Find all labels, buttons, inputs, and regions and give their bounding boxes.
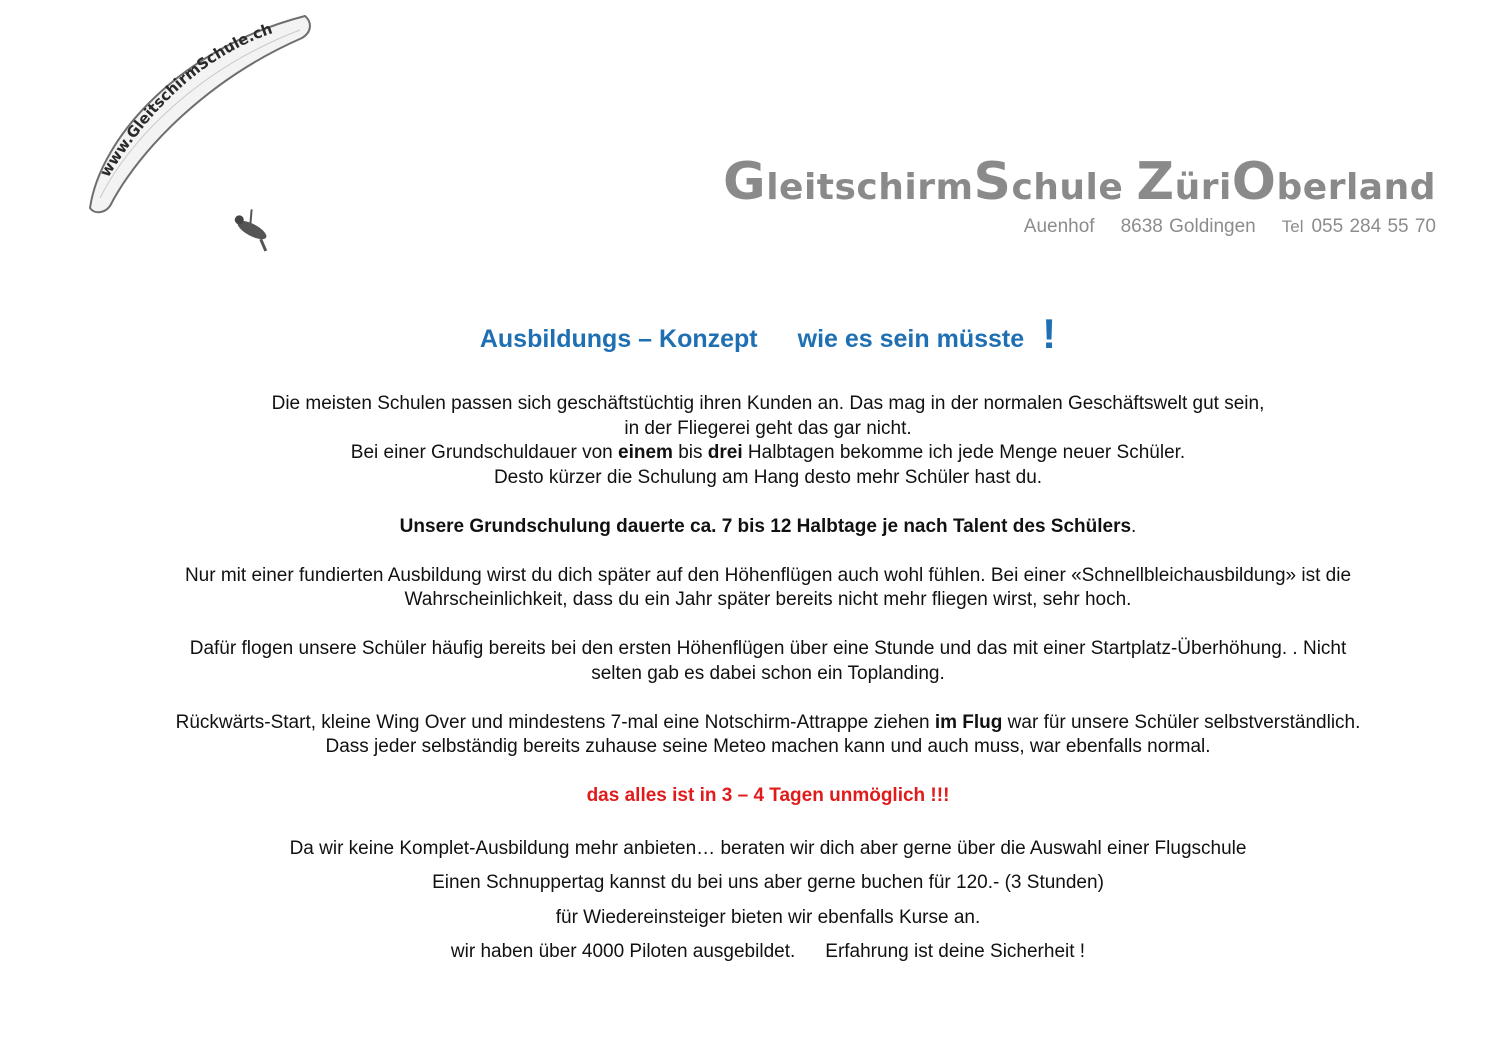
canopy-lettering: www.GleitschirmSchule.ch [96, 19, 275, 181]
school-name-part: Gleitschirm [723, 152, 974, 212]
warning-text: das alles ist in 3 – 4 Tagen unmöglich !!! [586, 785, 950, 806]
tel-label: Tel [1281, 217, 1304, 236]
paragraph-line: Die meisten Schulen passen sich geschäftstüchtig ihren Kunden an. Das mag in der normalen Geschäftswelt gut sein, [271, 393, 1265, 414]
school-name-part: Züri [1136, 152, 1232, 212]
pilot-figure [228, 204, 280, 250]
offer-section [68, 837, 1468, 965]
paraglider-logo-image [80, 8, 320, 258]
paragraph-line: Bei einer Grundschuldauer von einem bis drei Halbtagen bekomme ich jede Menge neuer Schüler. [350, 442, 1186, 463]
page-title [0, 310, 1500, 358]
offer-line: Einen Schnuppertag kannst du bei uns aber gerne buchen für 120.- (3 Stunden) [432, 872, 1104, 893]
duration-statement: Unsere Grundschulung dauerte ca. 7 bis 12 Halbtage je nach Talent des Schülers. [399, 515, 1137, 537]
paragraph-line: selten gab es dabei schon ein Toplanding. [591, 662, 945, 684]
address-postal: 8638 Goldingen [1120, 216, 1256, 237]
brand-header [723, 152, 1436, 238]
paragraph-line: in der Fliegerei geht das gar nicht. [624, 417, 912, 439]
offer-line: Da wir keine Komplet-Ausbildung mehr anbieten… beraten wir dich aber gerne über die Auswahl einer Flugschule [289, 837, 1247, 859]
paragraph-line: Nur mit einer fundierten Ausbildung wirst du dich später auf den Höhenflügen auch wohl fühlen. Bei einer «Schnellbleichausbildung» ist die [184, 564, 1352, 586]
tel-number: 055 284 55 70 [1311, 216, 1436, 237]
contact-address [723, 216, 1436, 238]
paragraph-line: Dass jeder selbständig bereits zuhause seine Meteo machen kann und auch muss, war ebenfalls normal. [325, 736, 1211, 757]
paragraph-line: Dafür flogen unsere Schüler häufig bereits bei den ersten Höhenflügen über eine Stunde und das mit einer Startplatz-Überhöhung. . Nicht [189, 638, 1347, 659]
paragraph-line: Rückwärts-Start, kleine Wing Over und mindestens 7-mal eine Notschirm-Attrappe ziehen im Flug war für unsere Schüler selbstverständlich. [175, 711, 1361, 733]
concept-text [68, 392, 1468, 975]
canopy-shape [90, 16, 310, 212]
title-part-how: wie es sein müsste [797, 325, 1025, 353]
paragraph-line: Wahrscheinlichkeit, dass du ein Jahr später bereits nicht mehr fliegen wirst, sehr hoch. [404, 589, 1132, 610]
school-name-part: Oberland [1231, 152, 1436, 212]
title-part-concept: Ausbildungs – Konzept [479, 325, 758, 353]
offer-line: für Wiedereinsteiger bieten wir ebenfalls Kurse an. [555, 906, 981, 928]
address-place: Auenhof [1023, 216, 1095, 237]
offer-line: wir haben über 4000 Piloten ausgebildet. Erfahrung ist deine Sicherheit ! [450, 941, 1086, 962]
school-name-part: Schule [973, 152, 1137, 212]
school-name [723, 152, 1436, 212]
title-exclamation: ! [1042, 310, 1057, 357]
paragraph-line: Desto kürzer die Schulung am Hang desto mehr Schüler hast du. [493, 466, 1043, 488]
